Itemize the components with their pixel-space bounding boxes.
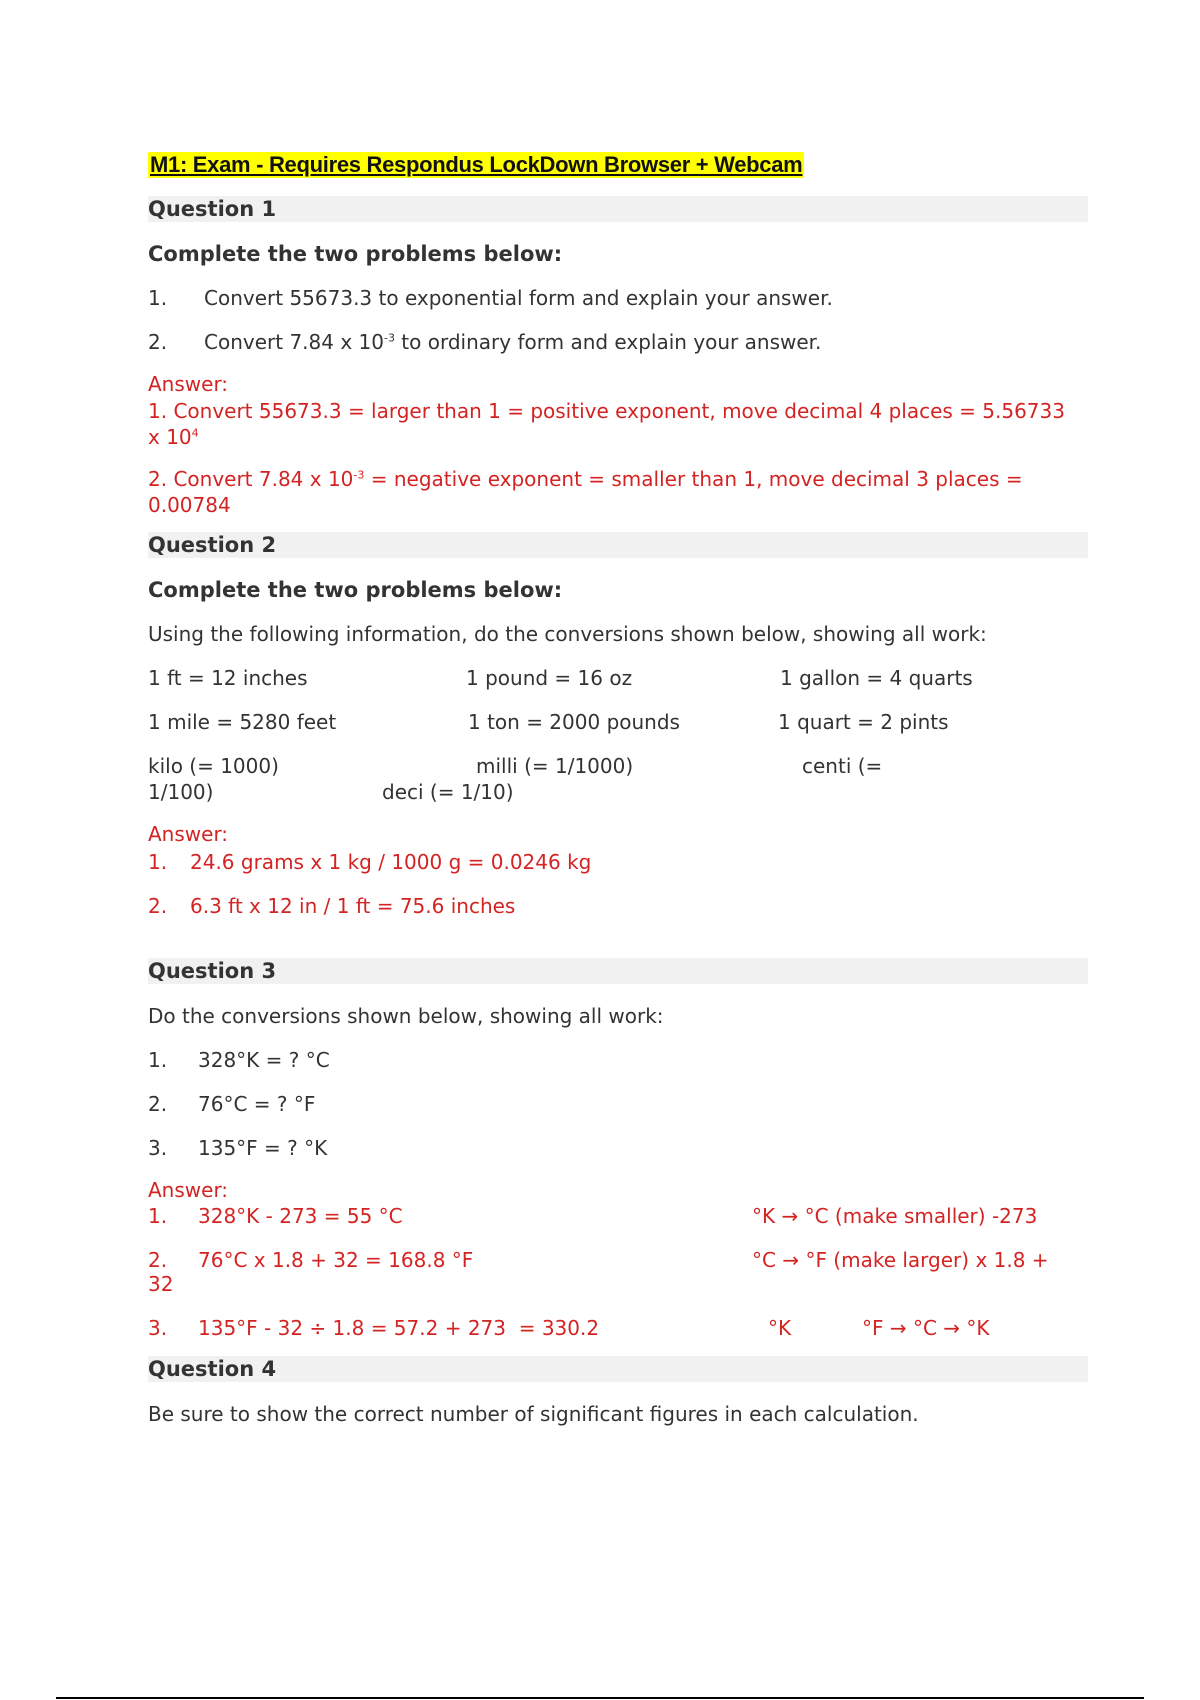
q3-answer-2-wrap: 32 bbox=[148, 1272, 174, 1296]
q4-intro: Be sure to show the correct number of significant figures in each calculation. bbox=[148, 1402, 919, 1426]
q3-item-1-text: 328°K = ? °C bbox=[198, 1048, 330, 1072]
question-4-header: Question 4 bbox=[148, 1356, 1088, 1382]
q2-answer-label: Answer: bbox=[148, 822, 229, 846]
question-3-header: Question 3 bbox=[148, 958, 1088, 984]
q1-item-1-text: Convert 55673.3 to exponential form and explain your answer. bbox=[204, 286, 833, 310]
question-1-header: Question 1 bbox=[148, 196, 1088, 222]
conversion-ton-pounds: 1 ton = 2000 pounds bbox=[468, 710, 680, 734]
q1-item-2-text: Convert 7.84 x $10^{-3}$ to ordinary form and explain your answer. bbox=[204, 330, 822, 354]
q1-answer-1: 1. Convert 55673.3 = larger than 1 = positive exponent, move decimal 4 places = 5.56733 x $10^4$ bbox=[148, 399, 1065, 449]
q2-heading: Complete the two problems below: bbox=[148, 578, 563, 602]
q3-answer-2-text: 76°C x 1.8 + 32 = 168.8 °F bbox=[198, 1248, 474, 1272]
conversion-gallon-quarts: 1 gallon = 4 quarts bbox=[780, 666, 973, 690]
q3-item-1-number: 1. bbox=[148, 1048, 168, 1072]
prefix-kilo: kilo (= 1000) bbox=[148, 754, 279, 778]
q2-answer-2-number: 2. bbox=[148, 894, 168, 918]
q3-answer-3-note: °F → °C → °K bbox=[862, 1316, 990, 1340]
q3-answer-3-unit: °K bbox=[768, 1316, 792, 1340]
q3-intro: Do the conversions shown below, showing all work: bbox=[148, 1004, 664, 1028]
prefix-milli: milli (= 1/1000) bbox=[476, 754, 634, 778]
q3-answer-2-note: °C → °F (make larger) x 1.8 + bbox=[752, 1248, 1049, 1272]
prefix-deci: deci (= 1/10) bbox=[382, 780, 514, 804]
q2-answer-2-text: 6.3 ft x 12 in / 1 ft = 75.6 inches bbox=[190, 894, 516, 918]
q2-intro: Using the following information, do the conversions shown below, showing all work: bbox=[148, 622, 987, 646]
conversion-pound-oz: 1 pound = 16 oz bbox=[466, 666, 633, 690]
q3-answer-1-text: 328°K - 273 = 55 °C bbox=[198, 1204, 403, 1228]
q1-item-1-number: 1. bbox=[148, 286, 168, 310]
prefix-centi: centi (= bbox=[802, 754, 883, 778]
q3-item-2-text: 76°C = ? °F bbox=[198, 1092, 316, 1116]
q3-item-3-text: 135°F = ? °K bbox=[198, 1136, 328, 1160]
exam-title: M1: Exam - Requires Respondus LockDown Browser + Webcam bbox=[150, 152, 803, 177]
q3-answer-1-number: 1. bbox=[148, 1204, 168, 1228]
q2-answer-1-number: 1. bbox=[148, 850, 168, 874]
q3-answer-label: Answer: bbox=[148, 1178, 229, 1202]
q1-item-2-number: 2. bbox=[148, 330, 168, 354]
q3-answer-2-number: 2. bbox=[148, 1248, 168, 1272]
q1-answer-2: 2. Convert 7.84 x $10^{-3}$ = negative exponent = smaller than 1, move decimal 3 places = 0.00784 bbox=[148, 467, 1023, 517]
q2-answer-1-text: 24.6 grams x 1 kg / 1000 g = 0.0246 kg bbox=[190, 850, 592, 874]
q3-answer-3-text: 135°F - 32 ÷ 1.8 = 57.2 + 273 = 330.2 bbox=[198, 1316, 600, 1340]
q3-answer-3-number: 3. bbox=[148, 1316, 168, 1340]
q3-item-2-number: 2. bbox=[148, 1092, 168, 1116]
q3-answer-1-note: °K → °C (make smaller) -273 bbox=[752, 1204, 1038, 1228]
question-2-header: Question 2 bbox=[148, 532, 1088, 558]
q1-answer-label: Answer: bbox=[148, 372, 229, 396]
conversion-quart-pints: 1 quart = 2 pints bbox=[778, 710, 949, 734]
q1-heading: Complete the two problems below: bbox=[148, 242, 563, 266]
page-bottom-rule bbox=[56, 1697, 1144, 1699]
conversion-mile-feet: 1 mile = 5280 feet bbox=[148, 710, 337, 734]
q3-item-3-number: 3. bbox=[148, 1136, 168, 1160]
prefix-centi-value: 1/100) bbox=[148, 780, 214, 804]
conversion-ft-inches: 1 ft = 12 inches bbox=[148, 666, 308, 690]
